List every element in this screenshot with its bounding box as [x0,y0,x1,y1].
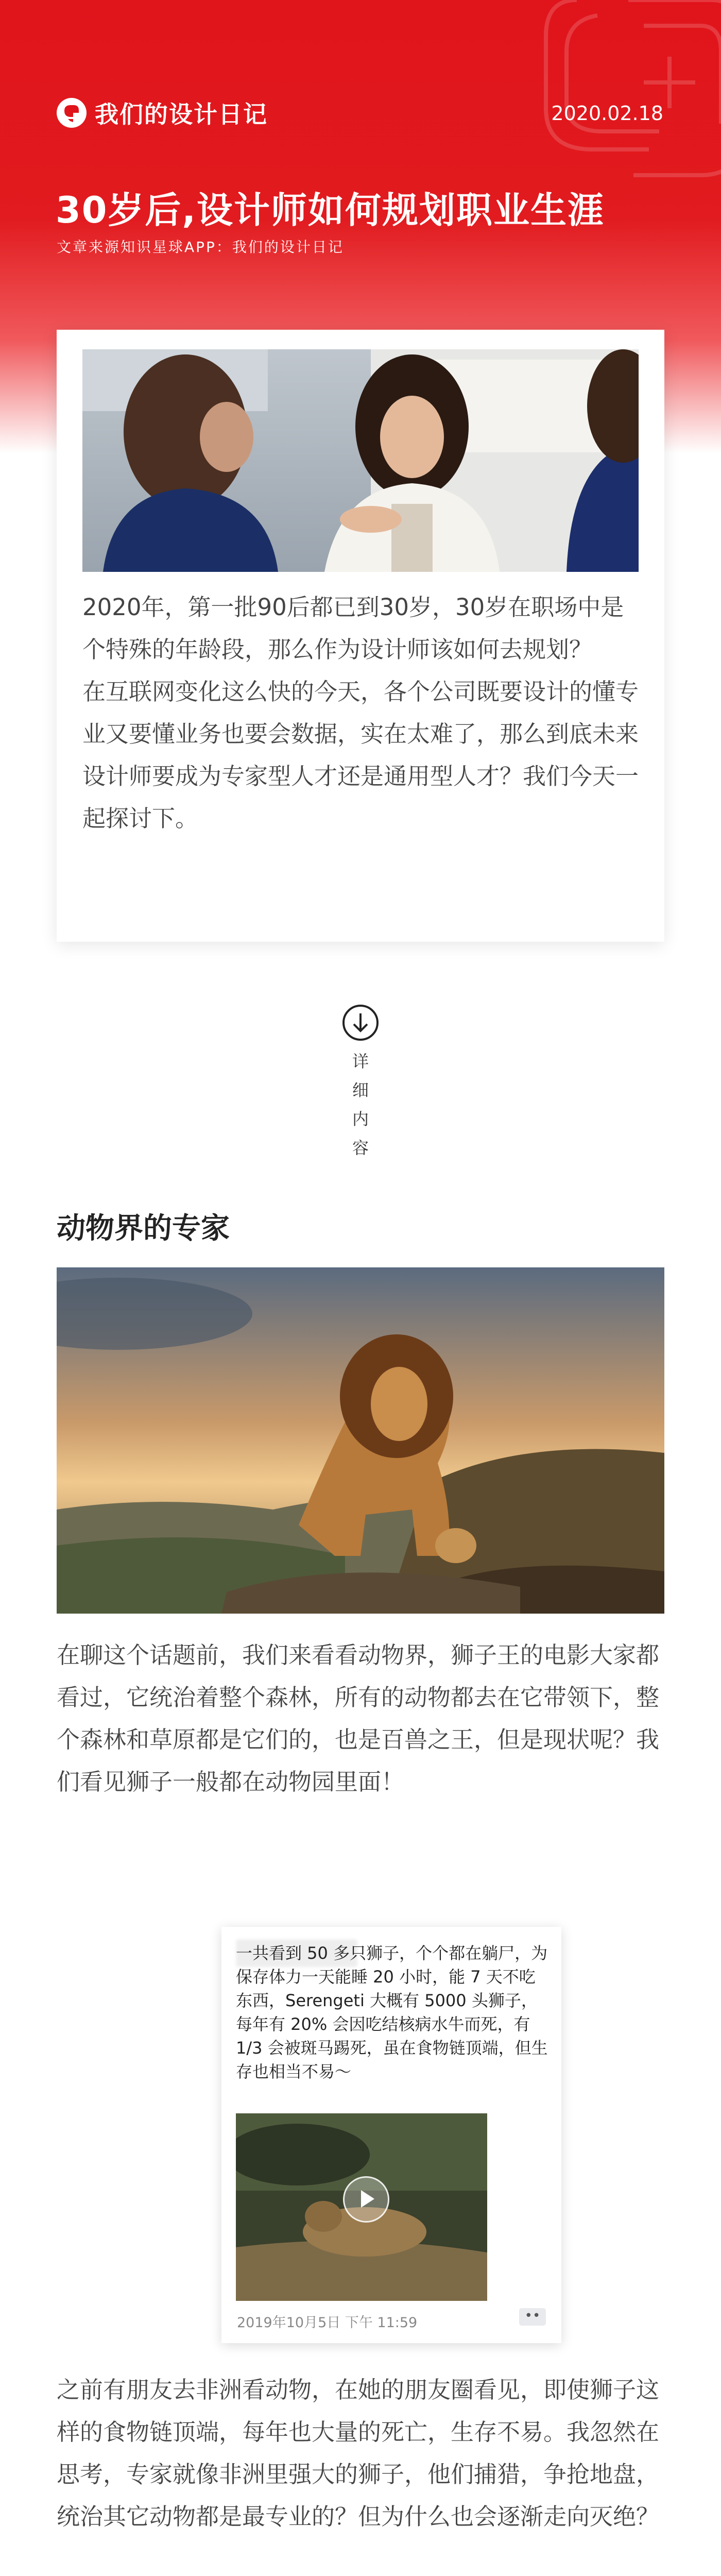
social-post-time: 2019年10月5日 下午 11:59 [237,2315,418,2331]
publish-date: 2020.02.18 [551,102,663,125]
arrow-down-circle-icon[interactable] [341,1004,380,1042]
decorative-outline-logo-icon [515,0,721,196]
brand-name: 我们的设计日记 [95,100,268,128]
paragraph-2: 之前有朋友去非洲看动物，在她的朋友圈看见，即使狮子这样的食物链顶端，每年也大量的死亡，生存不易。我忽然在思考，专家就像非洲里强大的狮子，他们捕猎，争抢地盘，统治其它动物都是最专业的？但为什么也会逐渐走向灭绝？ [57,2376,660,2530]
article-title: 30岁后,设计师如何规划职业生涯 [56,189,605,231]
social-post-video[interactable] [236,2113,487,2301]
brand-logo-icon [56,97,88,129]
article-source: 文章来源知识星球APP：我们的设计日记 [57,239,344,256]
social-post-text: 一共看到 50 多只狮子，个个都在躺尸，为保存体力一天能睡 20 小时，能 7 天不吃东西，Serengeti 大概有 5000 头狮子，每年有 20% 会因吃结核病水牛而死，有 1/3 会被斑马踢死，虽在食物链顶端，但生存也相当不易～ [236,1943,548,2081]
play-icon[interactable] [343,2176,389,2223]
meeting-illustration [82,349,639,572]
meeting-photo [82,349,639,572]
lion-illustration [57,1267,664,1614]
more-options-button[interactable]: •• [519,2308,546,2326]
intro-paragraph: 2020年，第一批90后都已到30岁，30岁在职场中是个特殊的年龄段，那么作为设计师该如何去规划？ 在互联网变化这么快的今天，各个公司既要设计的懂专业又要懂业务也要会数据，实在太难了，那么到底未来设计师要成为专家型人才还是通用型人才？我们今天一起探讨下。 [82,594,639,832]
lion-photo [57,1267,664,1614]
brand [56,96,268,130]
intro-card [57,330,664,942]
social-post-card [221,1927,561,2343]
section-title: 动物界的专家 [57,1212,230,1245]
detail-content-label[interactable]: 详细内容 [352,1052,369,1158]
paragraph-1: 在聊这个话题前，我们来看看动物界，狮子王的电影大家都看过，它统治着整个森林，所有的动物都去在它带领下，整个森林和草原都是它们的，也是百兽之王，但是现状呢？我们看见狮子一般都在动物园里面！ [57,1641,660,1795]
